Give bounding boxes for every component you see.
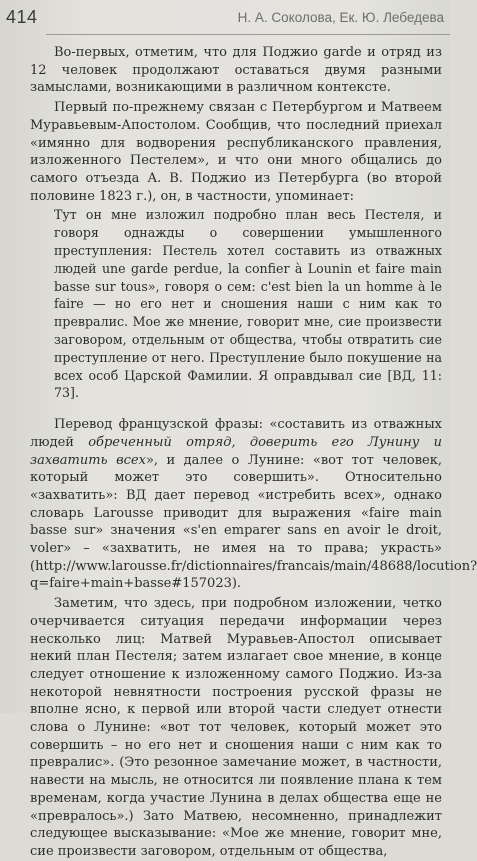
paragraph-3 <box>30 416 477 593</box>
block-quote <box>30 206 442 402</box>
paragraph-3-start: Перевод французской фразы: «составить из отважных людей <box>30 417 442 450</box>
paragraph-4: Заметим, что здесь, при подробном изложении, четко очерчивается ситуация передачи информации через несколько лиц: Матвей Муравьев-Апостол описывает некий план Пестеля; затем излагает свое мнение, в конце следует отношение к изложенному самого Поджио. Из-за некоторой невнятности построения русской фразы не вполне ясно, к первой или второй части следует отнести слова о Лунине: «вот тот человек, который может это совершить – но его нет и сношения наши с ним как то превралис». (Это резонное замечание может, в частности, навести на мысль, не относится ли появление плана к тем временам, когда участие Лунина в делах общества еще не «превралось».) Зато Матвею, несомненно, принадлежит следующее высказывание: «Мое же мнение, говорит мне, сие произвести заговором, отдельным от общества, <box>30 596 442 859</box>
paragraph-2: Первый по-прежнему связан с Петербургом и Матвеем Муравьевым-Апостолом. Сообщив, что последний приехал «имянно для водворения республиканского правления, изложенного Пестелем», и что они много общались до самого отъезда А. В. Поджио из Петербурга (во второй половине 1823 г.), он, в частности, упоминает: <box>30 100 442 204</box>
page-number: 414 <box>6 7 38 27</box>
paragraph-3-end: », и далее о Лунине: «вот тот человек, который может это совершить». Относительно «захватить»: ВД дает перевод «истребить всех», однако словарь Larousse приводит для выражения «faire main basse sur» значения «s'en emparer sans en avoir le droit, voler» – «захватить, не имея на то права; украсть» (http://www.larousse.fr/dictionnaires/francais/main/48688/locution?q=faire+main+basse#157023). <box>30 452 477 592</box>
paragraph-1: Во-первых, отметим, что для Поджио garde и отряд из 12 человек продолжают оставаться двумя разными замыслами, возникающими в различном контексте. <box>30 45 442 96</box>
header-rule <box>46 34 450 35</box>
page-header <box>0 0 450 36</box>
quote-text: Тут он мне изложил подробно план весь Пестеля, и говоря однажды о совершении умышленного преступления: Пестель хотел составить из отважных людей une garde perdue, la confier à Lounin et faire main basse sur tous», говоря о сем: c'est bien la un homme à le faire — но его нет и сношения наши с ним как то превралис. Мое же мнение, говорит мне, сие произвести заговором, отдельным от общества, чтобы отвратить сие преступление от него. Преступление было покушение на всех особ Царской Фамилии. Я оправдывал сие [ВД, 11: 73]. <box>54 207 442 401</box>
running-head: Н. А. Соколова, Ек. Ю. Лебедева <box>237 10 444 25</box>
body-text <box>30 44 477 861</box>
paragraph-3-italic: обреченный отряд, доверить его Лунину и захватить всех <box>30 434 442 468</box>
